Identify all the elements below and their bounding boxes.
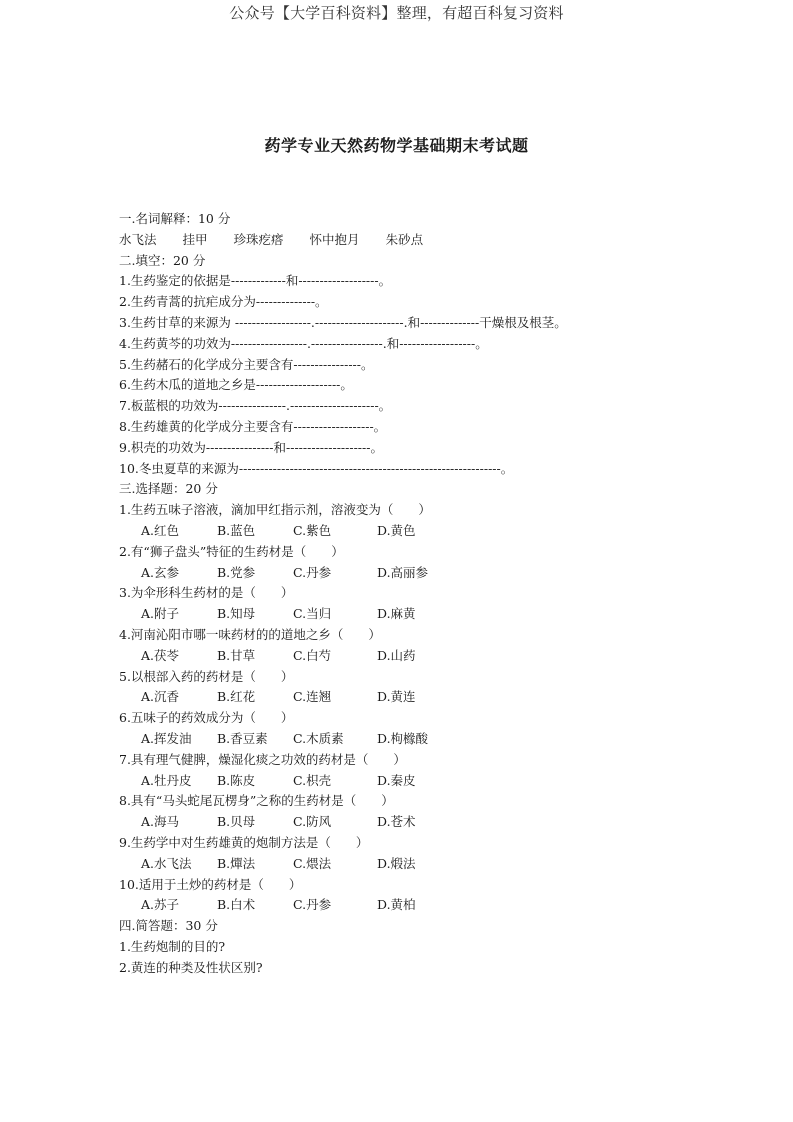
term-item: 珍珠疙瘩 — [233, 231, 284, 247]
fill-item: 10.冬虫夏草的来源为--------------------------------------------------------------。 — [119, 460, 514, 476]
option-row — [119, 812, 689, 833]
option: D.高丽参 — [377, 564, 429, 580]
option: D.秦皮 — [377, 772, 416, 788]
option: C.连翘 — [293, 689, 332, 705]
option: B.燀法 — [217, 855, 256, 871]
option: B.知母 — [217, 606, 256, 622]
option: C.枳壳 — [293, 772, 332, 788]
option-row — [119, 771, 689, 792]
option: A.水飞法 — [141, 855, 192, 871]
exam-title: 药学专业天然药物学基础期末考试题 — [264, 136, 529, 155]
option-row — [119, 646, 689, 667]
fill-item: 8.生药雄黄的化学成分主要含有-------------------。 — [119, 418, 387, 434]
fill-item: 5.生药赭石的化学成分主要含有----------------。 — [119, 356, 374, 372]
question-text: 4.河南沁阳市哪一味药材的的道地之乡（ ） — [119, 626, 381, 642]
term-item: 水飞法 — [119, 231, 157, 247]
option: B.红花 — [217, 689, 256, 705]
option: A.牡丹皮 — [141, 772, 192, 788]
option: C.当归 — [293, 606, 332, 622]
option: B.香豆素 — [217, 730, 268, 746]
fill-item: 2.生药青蒿的抗疟成分为--------------。 — [119, 294, 328, 310]
fill-item: 7.板蓝根的功效为----------------.---------------------。 — [119, 398, 392, 414]
question-text: 6.五味子的药效成分为（ ） — [119, 710, 294, 726]
option: D.煅法 — [377, 855, 416, 871]
option: C.紫色 — [293, 522, 332, 538]
section-heading-terms: 一.名词解释：10 分 — [119, 211, 231, 226]
option: C.丹参 — [293, 564, 332, 580]
option: D.麻黄 — [377, 606, 416, 622]
question-text: 9.生药学中对生药雄黄的炮制方法是（ ） — [119, 834, 369, 850]
fill-item: 6.生药木瓜的道地之乡是--------------------。 — [119, 377, 353, 393]
option: D.黄色 — [377, 522, 416, 538]
option: D.枸橼酸 — [377, 730, 429, 746]
option-row — [119, 854, 689, 875]
question-text: 3.为伞形科生药材的是（ ） — [119, 585, 294, 601]
option: D.黄连 — [377, 689, 416, 705]
option: B.甘草 — [217, 647, 256, 663]
question-text: 7.具有理气健脾，燥湿化痰之功效的药材是（ ） — [119, 751, 406, 767]
option: A.茯苓 — [141, 647, 180, 663]
term-list — [119, 230, 689, 251]
section-heading-short-answer: 四.简答题：30 分 — [119, 918, 218, 934]
option: A.海马 — [141, 814, 180, 830]
section-heading-choice: 三.选择题：20 分 — [119, 481, 218, 497]
term-item: 挂甲 — [182, 231, 208, 247]
option-row — [119, 687, 689, 708]
page-header: 公众号【大学百科资料】整理，有超百科复习资料 — [229, 4, 564, 22]
option: D.苍术 — [377, 814, 416, 830]
option: A.玄参 — [141, 564, 180, 580]
option: D.山药 — [377, 647, 416, 663]
option-row — [119, 604, 689, 625]
fill-item: 9.枳壳的功效为----------------和--------------------。 — [119, 439, 383, 455]
option: B.陈皮 — [217, 772, 256, 788]
question-text: 2.有“狮子盘头”特征的生药材是（ ） — [119, 543, 344, 559]
exam-content — [119, 209, 689, 978]
option: B.白术 — [217, 897, 256, 913]
option: C.防风 — [293, 814, 332, 830]
question-text: 1.生药五味子溶液，滴加甲红指示剂，溶液变为（ ） — [119, 502, 431, 518]
option: A.附子 — [141, 606, 180, 622]
option-row — [119, 563, 689, 584]
option-row — [119, 729, 689, 750]
fill-item: 3.生药甘草的来源为 ------------------.---------------------.和--------------干燥根及根茎。 — [119, 314, 567, 330]
option-row — [119, 521, 689, 542]
term-item: 怀中抱月 — [309, 231, 360, 247]
option: C.白芍 — [293, 647, 332, 663]
option: B.党参 — [217, 564, 256, 580]
fill-item: 1.生药鉴定的依据是-------------和-------------------。 — [119, 273, 392, 289]
option: A.沉香 — [141, 689, 180, 705]
option: C.木质素 — [293, 730, 344, 746]
question-text: 10.适用于土炒的药材是（ ） — [119, 876, 302, 892]
question-text: 5.以根部入药的药材是（ ） — [119, 668, 294, 684]
question-text: 8.具有“马头蛇尾瓦楞身”之称的生药材是（ ） — [119, 793, 394, 809]
option: B.贝母 — [217, 814, 256, 830]
term-item: 朱砂点 — [385, 231, 424, 247]
option: A.苏子 — [141, 897, 180, 913]
option: C.丹参 — [293, 897, 332, 913]
option: A.挥发油 — [141, 730, 192, 746]
short-answer-item: 2.黄连的种类及性状区别? — [119, 959, 263, 975]
short-answer-item: 1.生药炮制的目的? — [119, 938, 226, 954]
option-row — [119, 895, 689, 916]
fill-item: 4.生药黄芩的功效为------------------.-----------------.和------------------。 — [119, 335, 488, 351]
section-heading-fill: 二.填空：20 分 — [119, 252, 206, 268]
option: C.煨法 — [293, 855, 332, 871]
option: B.蓝色 — [217, 522, 256, 538]
option: A.红色 — [141, 522, 180, 538]
option: D.黄柏 — [377, 897, 416, 913]
